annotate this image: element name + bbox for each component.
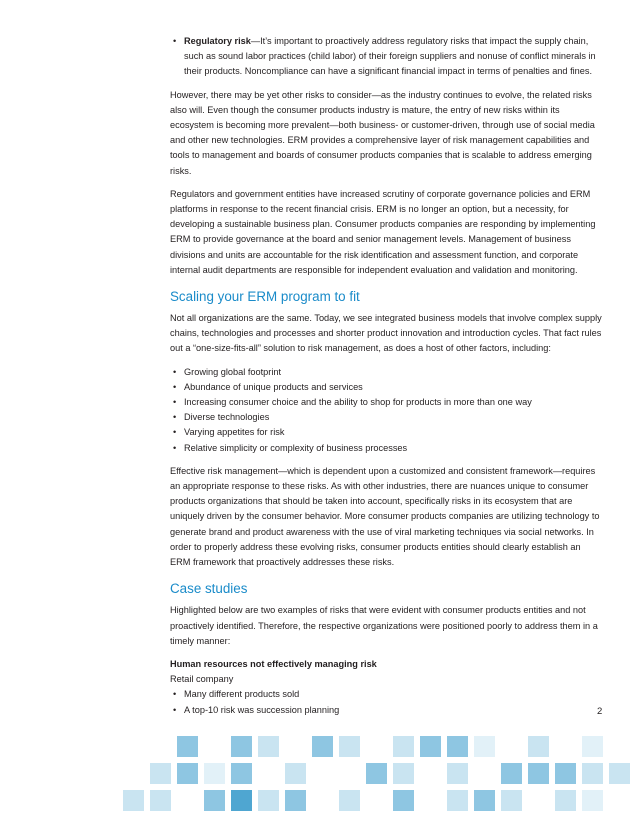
case-title: Human resources not effectively managing risk [170, 658, 377, 669]
intro-bullet-list [170, 34, 602, 80]
decorative-tile [582, 736, 603, 757]
paragraph-regulators: Regulators and government entities have increased scrutiny of corporate governance policies and ERM platforms in response to the recent financial crisis. ERM is no longer an option, but a necessity, for developing a sustainable business plan. Consumer products companies are responding by implementing ERM to provide governance at the board and senior management levels. Management of business divisions and units are accountable for the risk identification and assessment function, and corporate internal audit departments are responsible for independent evaluation and validation and monitoring. [170, 188, 596, 275]
scaling-intro: Not all organizations are the same. Today, we see integrated business models that involve complex supply chains, technologies and processes and shorter product innovation and introduction cycles. That fact rules out a “one-size-fits-all” solution to risk management, as does a host of other factors, including: [170, 313, 602, 354]
decorative-tile [447, 790, 468, 811]
decorative-tile [555, 763, 576, 784]
page-content [170, 34, 602, 726]
factors-list [170, 365, 602, 456]
decorative-tile [231, 736, 252, 757]
list-item: • Relative simplicity or complexity of business processes [184, 441, 602, 456]
decorative-tile [528, 763, 549, 784]
paragraph-other-risks: However, there may be yet other risks to consider—as the industry continues to evolve, the related risks also will. Even though the consumer products industry is mature, the entry of new risks within its ecosystem is becoming more prevalent—both business- or customer-driven, through use of social media and other new technologies. ERM provides a comprehensive layer of risk management capabilities and tools to management and boards of consumer products companies that is scalable to address emerging risks. [170, 89, 595, 176]
list-item: • Abundance of unique products and services [184, 380, 602, 395]
case-studies-intro: Highlighted below are two examples of risks that were evident with consumer products entities and not proactively identified. Therefore, the respective organizations were positioned poorly to address them in a timely manner: [170, 605, 598, 646]
regulatory-risk-text: —It’s important to proactively address regulatory risks that impact the supply chain, such as sound labor practices (child labor) of their foreign suppliers and nonuse of conflict minerals in their products. Noncompliance can have a significant financial impact in terms of penalties and fines. [184, 36, 596, 77]
decorative-tile [231, 790, 252, 811]
decorative-tile [501, 763, 522, 784]
decorative-tile [393, 736, 414, 757]
list-item: • Diverse technologies [184, 410, 602, 425]
decorative-tile [177, 763, 198, 784]
page-number: 2 [597, 706, 603, 717]
decorative-tile [150, 790, 171, 811]
case-subtitle: Retail company [170, 674, 234, 685]
decorative-tile [285, 763, 306, 784]
decorative-tile [528, 736, 549, 757]
list-item: • Varying appetites for risk [184, 425, 602, 440]
decorative-tile [150, 763, 171, 784]
decorative-tile [204, 763, 225, 784]
list-item [184, 34, 602, 80]
decorative-tile [555, 790, 576, 811]
decorative-tile [258, 790, 279, 811]
regulatory-risk-term: Regulatory risk [184, 36, 251, 46]
list-item: • A top-10 risk was succession planning [184, 703, 602, 718]
decorative-tile [447, 736, 468, 757]
decorative-tile [420, 736, 441, 757]
list-item: • Many different products sold [184, 687, 602, 702]
decorative-tile [177, 736, 198, 757]
decorative-tile [609, 763, 630, 784]
decorative-tile [501, 790, 522, 811]
decorative-tile [582, 763, 603, 784]
decorative-tile [366, 763, 387, 784]
case-studies-heading: Case studies [170, 581, 248, 597]
decorative-tile [231, 763, 252, 784]
decorative-tile [204, 790, 225, 811]
decorative-tile [339, 790, 360, 811]
decorative-tile [474, 790, 495, 811]
decorative-tile [285, 790, 306, 811]
decorative-tile [123, 790, 144, 811]
decorative-tile [393, 763, 414, 784]
decorative-tile [339, 736, 360, 757]
case-points-list [170, 687, 602, 717]
decorative-tile [474, 736, 495, 757]
list-item: • Growing global footprint [184, 365, 602, 380]
list-item: • Increasing consumer choice and the ability to shop for products in more than one way [184, 395, 602, 410]
decorative-tile [447, 763, 468, 784]
decorative-tile [393, 790, 414, 811]
decorative-tile [582, 790, 603, 811]
scaling-closing: Effective risk management—which is dependent upon a customized and consistent framework—requires an appropriate response to these risks. As with other industries, there are nuances unique to consumer products organizations that should be taken into account, specifically risks in its ecosystem that are uniquely driven by the consumer behavior. More consumer products companies are utilizing technology to generate brand and product awareness with the use of viral marketing techniques via social networks. In order to properly address these evolving risks, consumer products entities should clearly establish an ERM framework that proactively addresses these risks. [170, 465, 600, 568]
decorative-tile [312, 736, 333, 757]
scaling-heading: Scaling your ERM program to fit [170, 289, 360, 305]
decorative-tile [258, 736, 279, 757]
